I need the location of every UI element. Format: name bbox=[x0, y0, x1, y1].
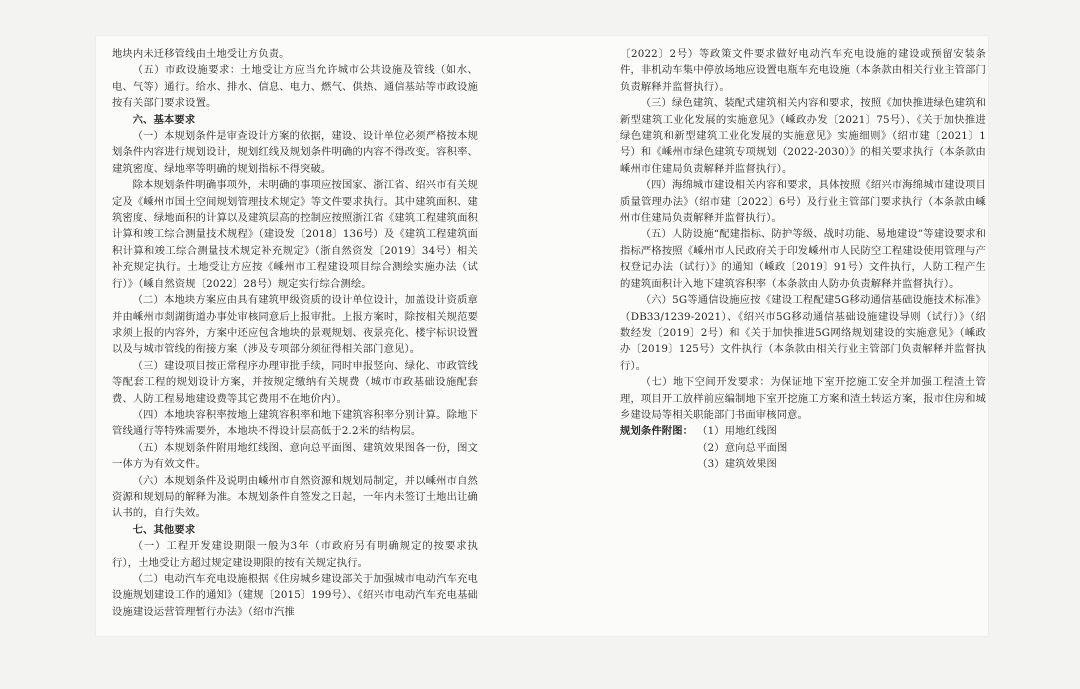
left-para: （一）工程开发建设期限一般为3年（市政府另有明确规定的按要求执行），土地受让方超过规定建设期限的按有关规定执行。 bbox=[112, 540, 478, 569]
left-para: （四）本地块容积率按地上建筑容积率和地下建筑容积率分别计算。除地下管线通行等特殊需要外，本地块不得设计层高低于2.2米的结构层。 bbox=[112, 408, 478, 438]
right-cont: 〔2022〕2号）等政策文件要求做好电动汽车充电设施的建设或预留安装条件，非机动车集中停放场地应设置电瓶车充电设施（本条款由相关行业主管部门负责解释并监督执行）。 bbox=[620, 48, 986, 93]
left-column bbox=[112, 46, 478, 620]
left-para: （二）电动汽车充电设施根据《住房城乡建设部关于加强城市电动汽车充电设施规划建设工作的通知》（建规〔2015〕199号）、《绍兴市电动汽车充电基础设施建设运营管理暂行办法》（绍市汽推 bbox=[112, 573, 478, 618]
left-para: （五）市政设施要求：土地受让方应当允许城市公共设施及管线（如水、电、气等）通行。给水、排水、信息、电力、燃气、供热、通信基站等市政设施按有关部门要求设置。 bbox=[112, 64, 478, 110]
attachment-item: （3）建筑效果图 bbox=[697, 458, 777, 471]
right-para: （四）海绵城市建设相关内容和要求，具体按照《绍兴市海绵城市建设项目质量管理办法》（绍市建〔2022〕6号）及行业主管部门要求执行（本条款由嵊州市住建局负责解释并监督执行）。 bbox=[620, 179, 986, 225]
right-para: （五）人防设施“配建指标、防护等级、战时功能、易地建设”等建设要求和指标严格按照《嵊州市人民政府关于印发嵊州市人民防空工程建设使用管理与产权登记办法（试行）》的通知（嵊政〔2019〕91号）文件执行，人防工程产生的建筑面积计入地下建筑容积率（本条款由人防办负责解释并监督执行）。 bbox=[620, 228, 986, 290]
right-column bbox=[620, 46, 986, 473]
attachments-label: 规划条件附图： bbox=[620, 425, 694, 438]
section-heading: 六、基本要求 bbox=[132, 113, 196, 126]
attachment-item: （2）意向总平面图 bbox=[697, 441, 788, 454]
right-para: （七）地下空间开发要求：为保证地下室开挖施工安全并加强工程渣土管理，项目开工放样前应编制地下室开挖施工方案和渣土转运方案，报市住房和城乡建设局等相关职能部门书面审核同意。 bbox=[620, 376, 986, 421]
right-para: （六）5G等通信设施应按《建设工程配建5G移动通信基础设施技术标准》（DB33/1239-2021）、《绍兴市5G移动通信基础设施建设导则（试行）》（绍数经发〔2019〕2号）和《关于加快推进5G网络规划建设的实施意见》（嵊政办〔2019〕125号）文件执行（本条款由相关行业主管部门负责解释并监督执行）。 bbox=[620, 294, 986, 372]
attachments bbox=[620, 423, 986, 472]
attachments-list bbox=[693, 423, 787, 472]
document-page bbox=[96, 36, 988, 636]
section-heading: 七、其他要求 bbox=[132, 523, 196, 536]
left-para: （五）本规划条件附用地红线图、意向总平面图、建筑效果图各一份，图文一体方为有效文件。 bbox=[112, 441, 478, 471]
left-para: （六）本规划条件及说明由嵊州市自然资源和规划局制定，并以嵊州市自然资源和规划局的解释为准。本规划条件自签发之日起，一年内未签订土地出让确认书的，自行失效。 bbox=[112, 474, 478, 520]
left-para: 除本规划条件明确事项外，未明确的事项应按国家、浙江省、绍兴市有关规定及《嵊州市国土空间规划管理技术规定》等文件要求执行。其中建筑面积、建筑密度、绿地面积的计算以及建筑层高的控制应按照浙江省《建筑工程建筑面积计算和竣工综合测量技术规程》（建设发〔2018〕136号）及《建筑工程建筑面积计算和竣工综合测量技术规定补充规定》（浙自然资发〔2019〕34号）相关补充规定执行。土地受让方应按《嵊州市工程建设项目综合测绘实施办法（试行）》（嵊自然资规〔2022〕28号）规定实行综合测绘。 bbox=[112, 179, 478, 290]
attachment-item: （1）用地红线图 bbox=[697, 425, 777, 438]
right-para: （三）绿色建筑、装配式建筑相关内容和要求，按照《加快推进绿色建筑和新型建筑工业化发展的实施意见》（嵊政办发〔2021〕75号）、《关于加快推进绿色建筑和新型建筑工业化发展的实施意见》实施细则》（绍市建〔2021〕1号）和《嵊州市绿色建筑专项规划（2022-2030）》的相关要求执行（本条款由嵊州市住建局负责解释并监督执行）。 bbox=[620, 97, 986, 175]
left-cont: 地块内未迁移管线由土地受让方负责。 bbox=[112, 48, 290, 60]
left-para: （一）本规划条件是审查设计方案的依据，建设、设计单位必须严格按本规划条件内容进行规划设计，规划红线及规划条件明确的内容不得改变。容积率、建筑密度、绿地率等明确的规划指标不得突破。 bbox=[112, 130, 478, 175]
left-para: （三）建设项目按正常程序办理审批手续，同时申报竖向、绿化、市政管线等配套工程的规划设计方案，并按规定缴纳有关规费（城市市政基础设施配套费、人防工程易地建设费等其它费用不在地价内）。 bbox=[112, 359, 478, 405]
left-para: （二）本地块方案应由具有建筑甲级资质的设计单位设计，加盖设计资质章并由嵊州市剡湖街道办事处审核同意后上报审批。上报方案时，除按相关规范要求须上报的内容外，方案中还应包含地块的景观规划、夜景亮化、楼宇标识设置以及与城市管线的衔接方案（涉及专项部分须征得相关部门意见）。 bbox=[112, 294, 478, 356]
